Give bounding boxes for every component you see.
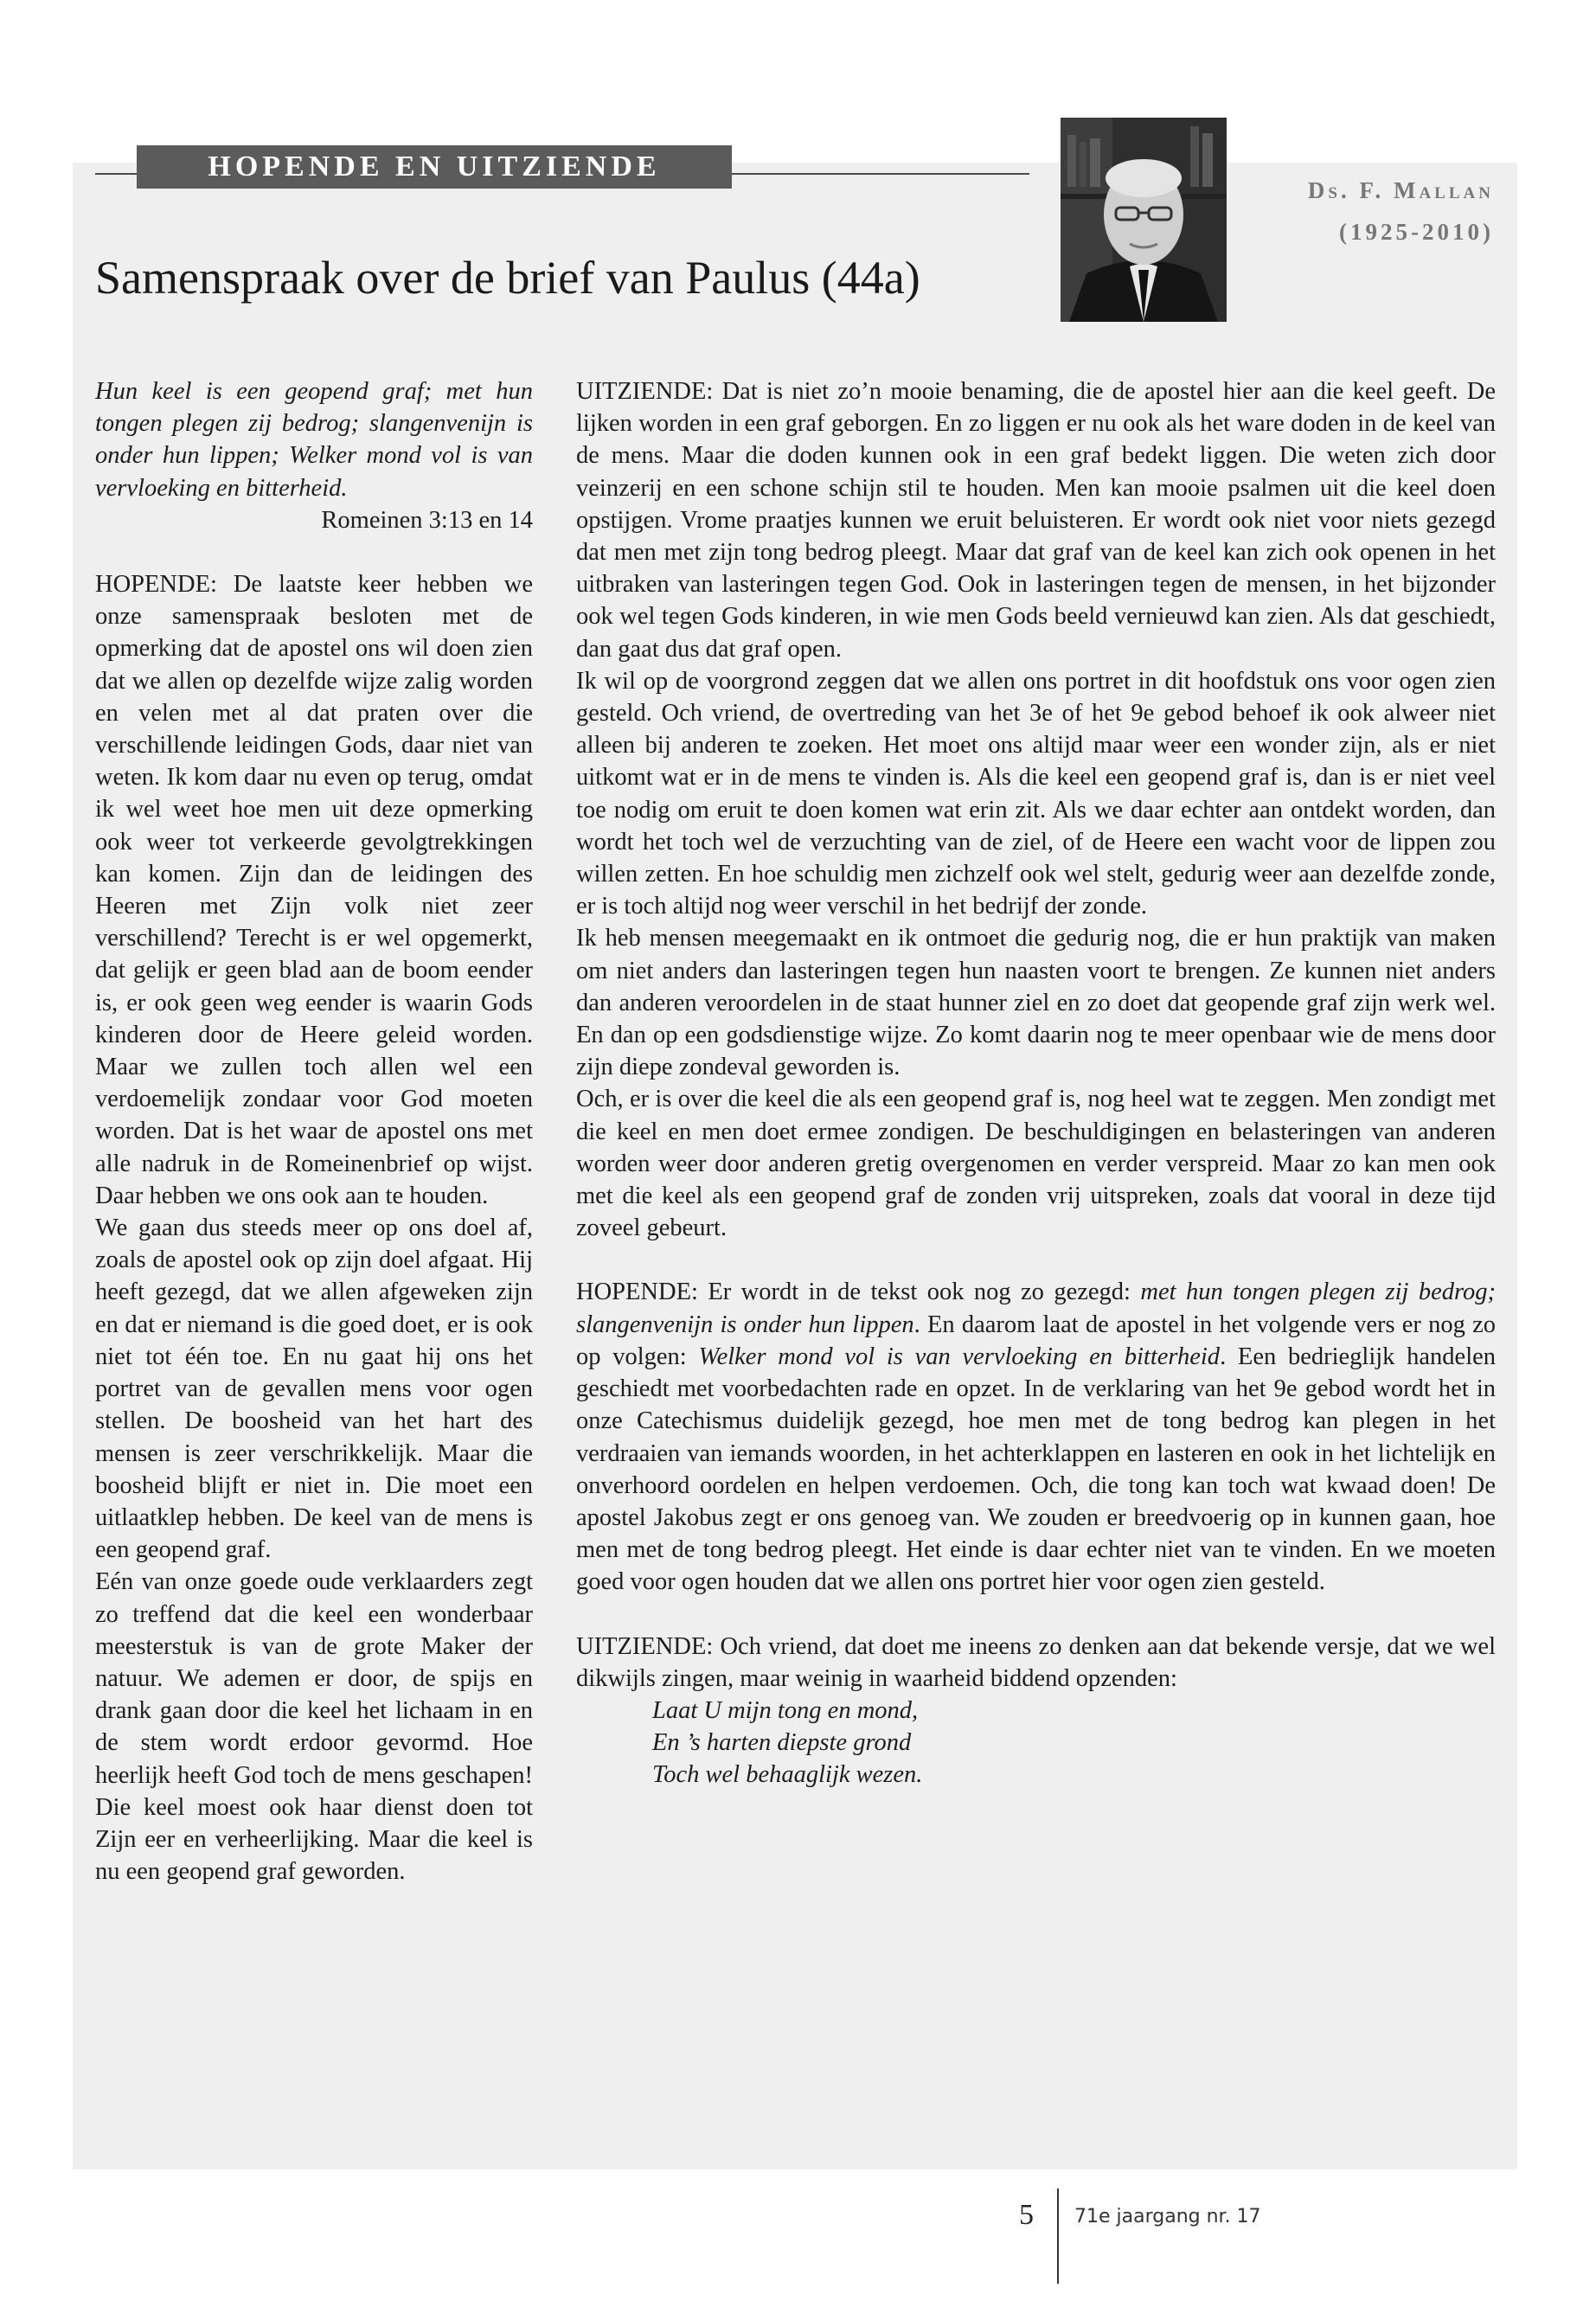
paragraph: HOPENDE: De laatste keer hebben we onze samenspraak besloten met de opmerking dat de apostel ons wil doen zien dat we allen op dezelfde wijze zalig worden en velen met al dat praten over die verschillende leidingen Gods, daar niet van weten. Ik kom daar nu even op terug, omdat ik wel weet hoe men uit deze opmerking ook weer tot verkeerde gevolgtrekkingen kan komen. Zijn dan de leidingen des Heeren met Zijn volk niet zeer verschillend? Terecht is er wel opgemerkt, dat gelijk er geen blad aan de boom eender is, er ook geen weg eender is waarin Gods kinderen door de Heere geleid worden. Maar we zullen toch allen wel een verdoemelijk zondaar voor God moeten worden. Dat is het waar de apostel ons met alle nadruk in de Romeinenbrief op wijst. Daar hebben we ons ook aan te houden. (95, 571, 533, 1209)
right-column (576, 375, 1496, 1791)
page-number: 5 (1019, 2199, 1034, 2231)
verse-block (576, 1695, 1496, 1791)
paragraph: UITZIENDE: Dat is niet zo’n mooie benaming, die de apostel hier aan die keel geeft. De lijken worden in een graf geborgen. En zo liggen er nu ook als het ware doden in de keel van de mens. Maar die doden kunnen ook in een graf bedekt liggen. Die weten zich door veinzerij en een schone schijn stil te houden. Men kan mooie psalmen uit die keel doen opstijgen. Vrome praatjes kunnen we eruit beluisteren. Er wordt ook niet voor niets gezegd dat men met zijn tong bedrog pleegt. Maar dat graf van de keel kan zich ook openen in het uitbraken van lasteringen tegen God. Ook in lasteringen tegen de mensen, in het bijzonder ook wel tegen Gods kinderen, in wie men Gods beeld vernieuwd kan zien. Als dat geschiedt, dan gaat dus dat graf open. (576, 378, 1496, 663)
hopende-middle: . En daarom laat de apostel in het volgende vers er nog zo op volgen: (576, 1311, 1496, 1370)
paragraph: Ik wil op de voorgrond zeggen dat we allen ons portret in dit hoofdstuk ons voor ogen zien gesteld. Och vriend, de overtreding van het 3e of het 9e gebod behoef ik ook alweer niet alleen bij anderen te zoeken. Het moet ons altijd maar weer een wonder zijn, als er niet uitkomt wat er in de mens te vinden is. Als die keel een geopend graf is, dan is er niet veel toe nodig om eruit te doen komen wat erin zit. Als we daar echter aan ontdekt worden, dan wordt het toch wel de verzuchting van de ziel, of de Heere een wacht voor de lippen zou willen zetten. En hoe schuldig men zichzelf ook wel stelt, gedurig weer aan dezelfde zonde, er is toch altijd nog weer verschil in het bedrijf der zonde. (576, 667, 1496, 920)
closing-paragraph: UITZIENDE: Och vriend, dat doet me ineens zo denken aan dat bekende versje, dat we wel dikwijls zingen, maar weinig in waarheid biddend opzenden: (576, 1632, 1496, 1692)
author-name: Ds. F. Mallan (1307, 177, 1494, 203)
portrait-image (1061, 118, 1227, 322)
paragraph: Och, er is over die keel die als een geopend graf is, nog heel wat te zeggen. Men zondigt met die keel en men doet ermee zondigen. De beschuldigingen en belasteringen van anderen worden weer door anderen gretig overgenomen en verder verspreid. Maar zo kan men ook met die keel als een geopend graf de zonden vrij uitspreken, zoals dat vooral in deze tijd zoveel gebeurt. (576, 1086, 1496, 1242)
verse-line: Toch wel behaaglijk wezen. (652, 1761, 923, 1789)
author-block (1308, 170, 1494, 253)
author-years: (1925-2010) (1339, 219, 1494, 245)
hopende-rest: . Een bedrieglijk handelen geschiedt met voorbedachten rade en opzet. In de verklaring van het 9e gebod wordt het in onze Catechismus duidelijk gezegd, hoe men met de tong bedrog kan plegen in het verdraaien van iemands woorden, in het achterklappen en lasteren en ook in het lichtelijk en onverhoord oordelen en helpen verdoemen. Och, die tong kan toch wat kwaad doen! De apostel Jakobus zegt er ons genoeg van. We zouden er breedvoerig op in kunnen gaan, hoe men met de tong bedrog pleegt. Het einde is daar echter niet van te vinden. En we moeten goed voor ogen houden dat we allen ons portret hier voor ogen zien gesteld. (576, 1343, 1497, 1596)
author-photo (1061, 118, 1227, 322)
paragraph: Ik heb mensen meegemaakt en ik ontmoet die gedurig nog, die er hun praktijk van maken om niet anders dan lasteringen tegen hun naasten voort te brengen. Ze kunnen niet anders dan anderen veroordelen in de staat hunner ziel en zo doet dat geopende graf zijn werk wel. En dan op een godsdienstige wijze. Zo komt daarin nog te meer openbaar wie de mens door zijn diepe zondeval geworden is. (576, 925, 1496, 1081)
intro-quote: Hun keel is een geopend graf; met hun tongen plegen zij bedrog; slangenvenijn is onder hun lippen; Welker mond vol is van vervloeking en bitterheid. (95, 378, 533, 502)
section-label: HOPENDE EN UITZIENDE (137, 145, 732, 189)
quote-text: met hun tongen plegen zij bedrog; slangenvenijn is onder hun lippen (576, 1279, 1496, 1338)
quote-text: Welker mond vol is van vervloeking en bitterheid (698, 1343, 1221, 1370)
hopende-paragraph (576, 1276, 1496, 1598)
left-column (95, 375, 533, 1888)
issue-label: 71e jaargang nr. 17 (1074, 2206, 1261, 2227)
scripture-reference: Romeinen 3:13 en 14 (321, 506, 533, 534)
footer-divider (1057, 2189, 1059, 2284)
article-title: Samenspraak over de brief van Paulus (44a) (95, 252, 920, 304)
hopende-prefix: HOPENDE: Er wordt in de tekst ook nog zo gezegd: (576, 1279, 1141, 1306)
paragraph: We gaan dus steeds meer op ons doel af, zoals de apostel ook op zijn doel afgaat. Hij heeft gezegd, dat we allen afgeweken zijn en dat er niemand is die goed doet, er is ook niet tot één toe. En nu gaat hij ons het portret van de gevallen mens voor ogen stellen. De boosheid van het hart des mensen is zeer verschrikkelijk. Maar die boosheid blijft er niet in. Die moet een uitlaatklep hebben. De keel van de mens is een geopend graf. (95, 1215, 533, 1564)
verse-line: Laat U mijn tong en mond, (652, 1696, 919, 1724)
verse-line: En ’s harten diepste grond (652, 1729, 912, 1757)
paragraph: Eén van onze goede oude verklaarders zegt zo treffend dat die keel een wonderbaar meesterstuk is van de grote Maker der natuur. We ademen er door, de spijs en drank gaan door die keel het lichaam in en de stem wordt erdoor gevormd. Hoe heerlijk heeft God toch de mens geschapen! Die keel moest ook haar dienst doen tot Zijn eer en verheerlijking. Maar die keel is nu een geopend graf geworden. (95, 1568, 533, 1886)
